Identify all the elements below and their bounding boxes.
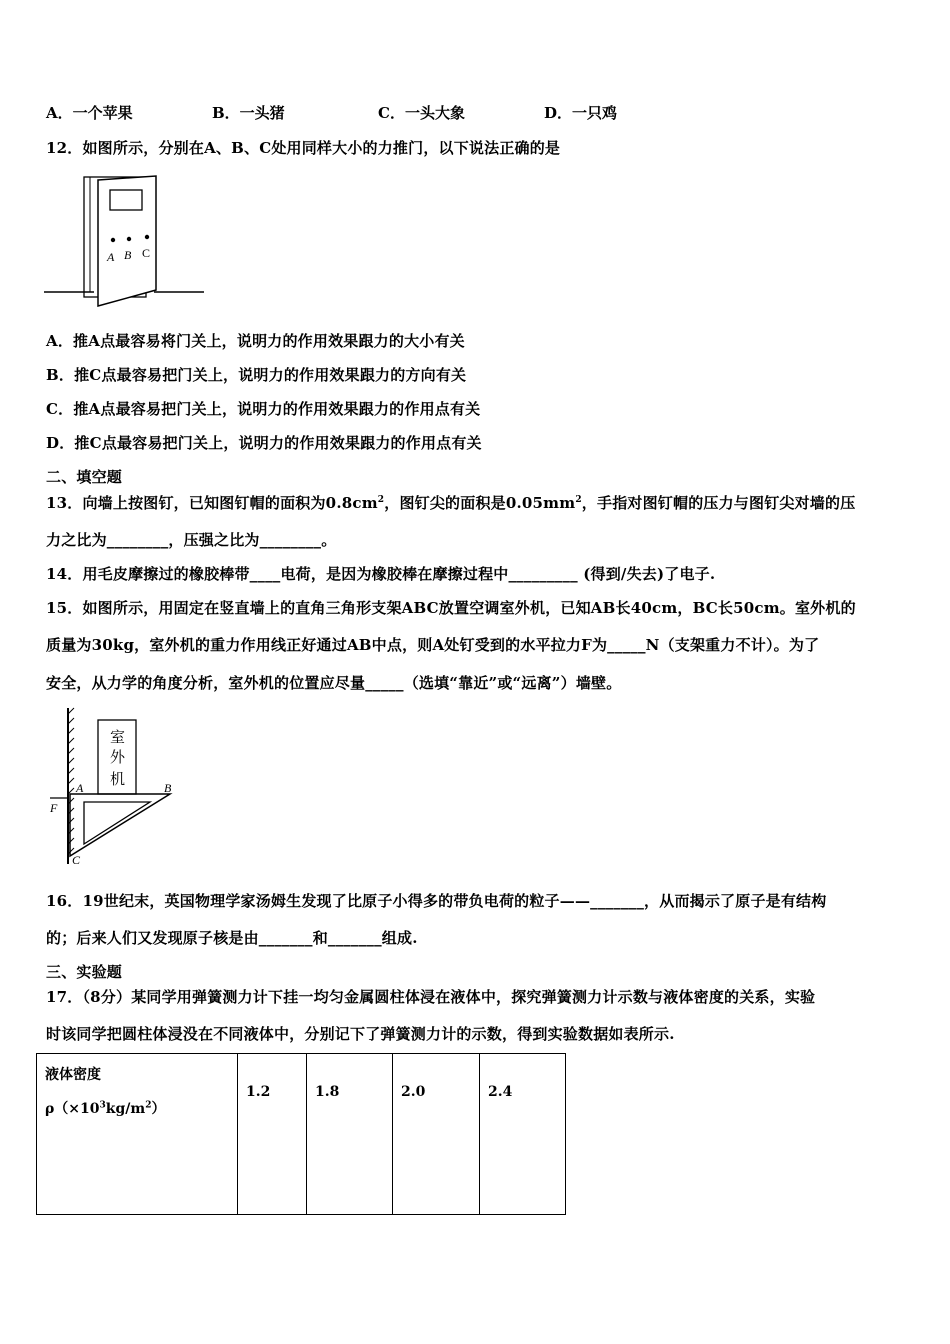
q11-option-b: B．一头猪	[212, 104, 285, 122]
q12-option-c: C．推A点最容易把门关上，说明力的作用效果跟力的作用点有关	[46, 400, 481, 418]
table-row	[37, 1054, 566, 1215]
q15-line-3: 安全，从力学的角度分析，室外机的位置应尽量_____（选填“靠近”或“远离”）墙壁。	[46, 674, 622, 692]
door-label-c: C	[142, 246, 151, 260]
table-cell: 1.8	[307, 1054, 393, 1215]
data-table	[36, 1053, 566, 1215]
q15-line-2: 质量为30kg，室外机的重力作用线正好通过AB中点，则A处钉受到的水平拉力F为_____N（支架重力不计）。为了	[46, 636, 820, 654]
q12-option-b: B．推C点最容易把门关上，说明力的作用效果跟力的方向有关	[46, 366, 467, 384]
table-cell: 2.4	[480, 1054, 566, 1215]
door-label-a: A	[107, 250, 115, 264]
q14-text: 14．用毛皮摩擦过的橡胶棒带____电荷，是因为橡胶棒在摩擦过程中_________ (得到/失去)了电子.	[46, 565, 716, 583]
q13-line-2: 力之比为________，压强之比为________。	[46, 531, 337, 549]
q12-option-a: A．推A点最容易将门关上，说明力的作用效果跟力的大小有关	[46, 332, 465, 350]
door-figure	[44, 172, 206, 308]
bracket-label-a: A	[76, 781, 84, 795]
bracket-figure	[46, 706, 186, 866]
table-header-line-1: 液体密度	[45, 1067, 101, 1083]
q11-option-d: D．一只鸡	[544, 104, 618, 122]
q15-line-1: 15．如图所示，用固定在竖直墙上的直角三角形支架ABC放置空调室外机，已知AB长40cm，BC长50cm。室外机的	[46, 599, 856, 617]
q11-option-a: A．一个苹果	[46, 104, 133, 122]
table-cell: 1.2	[238, 1054, 307, 1215]
section-2-heading: 二、填空题	[46, 468, 123, 486]
table-cell: 2.0	[393, 1054, 480, 1215]
q16-line-1: 16．19世纪末，英国物理学家汤姆生发现了比原子小得多的带负电荷的粒子——_______，从而揭示了原子是有结构	[46, 892, 827, 910]
bracket-label-b: B	[164, 781, 172, 795]
q17-line-2: 时该同学把圆柱体浸没在不同液体中，分别记下了弹簧测力计的示数，得到实验数据如表所示.	[46, 1025, 675, 1043]
q13-line-1: 13．向墙上按图钉，已知图钉帽的面积为$0.8cm^2$，图钉尖的面积是$0.05mm^2$，手指对图钉帽的压力与图钉尖对墙的压	[46, 494, 856, 512]
q12-stem: 12．如图所示，分别在A、B、C处用同样大小的力推门，以下说法正确的是	[46, 139, 561, 157]
door-label-b: B	[124, 248, 132, 262]
unit-char-3: 机	[110, 770, 126, 788]
unit-char-2: 外	[110, 748, 126, 766]
section-3-heading: 三、实验题	[46, 963, 123, 981]
bracket-label-f: F	[50, 801, 58, 815]
q16-line-2: 的；后来人们又发现原子核是由_______和_______组成.	[46, 929, 418, 947]
table-header-cell	[37, 1054, 238, 1215]
bracket-label-c: C	[72, 853, 81, 866]
q11-option-c: C．一头大象	[378, 104, 465, 122]
unit-char-1: 室	[110, 728, 126, 746]
table-header-line-2: $\rho(\times 10^3kg/m^2)$	[45, 1100, 166, 1117]
q17-line-1: 17．（8分）某同学用弹簧测力计下挂一均匀金属圆柱体浸在液体中，探究弹簧测力计示数与液体密度的关系，实验	[46, 988, 816, 1006]
q12-option-d: D．推C点最容易把门关上，说明力的作用效果跟力的作用点有关	[46, 434, 482, 452]
